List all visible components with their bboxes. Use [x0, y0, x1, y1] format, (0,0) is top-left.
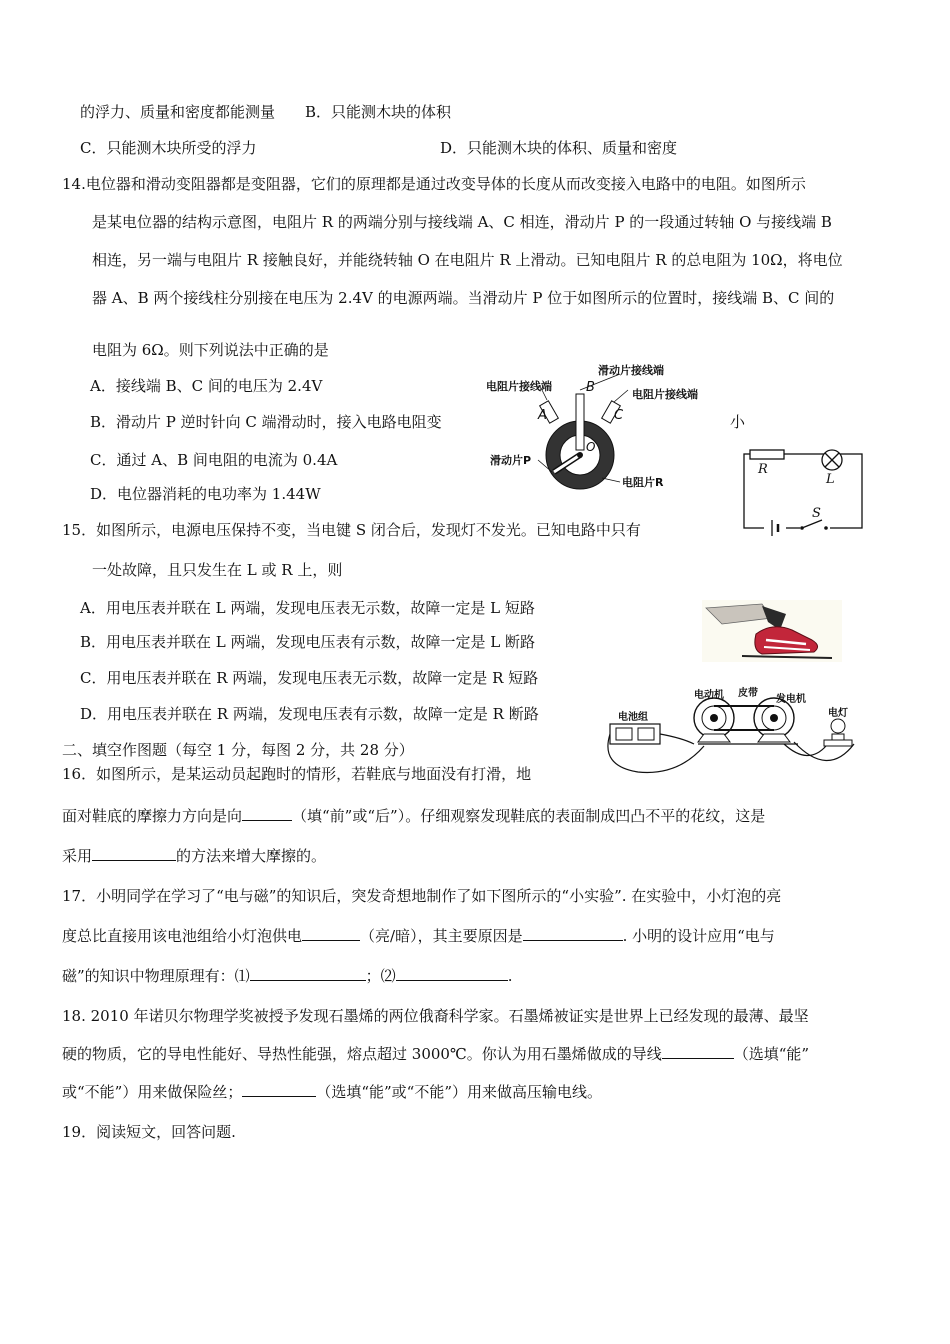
motor-generator-diagram	[598, 686, 878, 782]
q14-option-b-end: 小	[730, 413, 746, 431]
potentiometer-figure	[480, 360, 720, 500]
label-o: O	[586, 440, 596, 454]
q13-option-b: B．只能测木块的体积	[305, 103, 452, 121]
label-resistor-terminal-left: 电阻片接线端	[486, 380, 552, 393]
q13-option-c: C．只能测木块所受的浮力	[80, 139, 257, 157]
q14-option-c: C．通过 A、B 间电阻的电流为 0.4A	[90, 451, 338, 469]
q14-stem-line5: 电阻为 6Ω。则下列说法中正确的是	[92, 341, 329, 359]
q14-option-b: B．滑动片 P 逆时针向 C 端滑动时，接入电路电阻变	[90, 413, 442, 431]
q16-line2: 面对鞋底的摩擦力方向是向 （填“前”或“后”）。仔细观察发现鞋底的表面制成凹凸不平的花纹，这是	[62, 807, 766, 825]
q17-line1: 17．小明同学在学习了“电与磁”的知识后，突发奇想地制作了如下图所示的“小实验”. 在实验中，小灯泡的亮	[62, 887, 782, 905]
circuit-figure	[716, 444, 868, 540]
label-generator: 发电机	[776, 694, 806, 705]
label-b: B	[586, 380, 595, 395]
circuit-label-s: S	[812, 506, 821, 521]
label-a: A	[538, 408, 547, 423]
q15-stem-line2: 一处故障，且只发生在 L 或 R 上，则	[92, 561, 343, 579]
running-shoe-image	[702, 600, 842, 662]
q19-line1: 19．阅读短文，回答问题.	[62, 1123, 236, 1141]
shoe-figure	[702, 600, 842, 662]
q17-line3: 磁”的知识中物理原理有：⑴ ；⑵ .	[62, 967, 513, 985]
q14-stem-line2: 是某电位器的结构示意图，电阻片 R 的两端分别与接线端 A、C 相连，滑动片 P 的一段通过转轴 O 与接线端 B	[92, 213, 832, 231]
q17-blank-2[interactable]	[523, 926, 623, 941]
q18-line2: 硬的物质，它的导电性能好、导热性能强，熔点超过 3000℃。你认为用石墨烯做成的导线 （选填“能”	[62, 1045, 810, 1063]
circuit-diagram	[716, 444, 868, 540]
q15-option-c: C．用电压表并联在 R 两端，发现电压表无示数，故障一定是 R 短路	[80, 669, 539, 687]
circuit-label-l: L	[826, 472, 835, 487]
label-resistor-terminal-right: 电阻片接线端	[632, 388, 698, 401]
label-battery: 电池组	[618, 712, 648, 723]
q14-option-d: D．电位器消耗的电功率为 1.44W	[90, 485, 321, 503]
q15-option-a: A．用电压表并联在 L 两端，发现电压表无示数，故障一定是 L 短路	[80, 599, 535, 617]
q18-blank-1[interactable]	[662, 1044, 734, 1059]
q17-blank-3[interactable]	[250, 966, 366, 981]
label-motor: 电动机	[694, 690, 724, 701]
q13-line1: 的浮力、质量和密度都能测量 B．只能测木块的体积	[80, 103, 452, 121]
q16-line1: 16．如图所示，是某运动员起跑时的情形，若鞋底与地面没有打滑，地	[62, 765, 532, 783]
q15-stem-line1: 15．如图所示，电源电压保持不变，当电键 S 闭合后，发现灯不发光。已知电路中只有	[62, 521, 641, 539]
q15-option-b: B．用电压表并联在 L 两端，发现电压表有示数，故障一定是 L 断路	[80, 633, 536, 651]
q17-line2: 度总比直接用该电池组给小灯泡供电 （亮/暗），其主要原因是 . 小明的设计应用“电与	[62, 927, 775, 945]
q18-line3: 或“不能”）用来做保险丝； （选填“能”或“不能”）用来做高压输电线。	[62, 1083, 603, 1101]
q16-blank-2[interactable]	[92, 846, 176, 861]
q17-blank-1[interactable]	[302, 926, 360, 941]
q18-line1: 18. 2010 年诺贝尔物理学奖被授予发现石墨烯的两位俄裔科学家。石墨烯被证实是世界上已经发现的最薄、最坚	[62, 1007, 809, 1025]
q16-blank-1[interactable]	[242, 806, 292, 821]
q18-blank-2[interactable]	[242, 1082, 316, 1097]
label-resistor-r: 电阻片R	[622, 476, 664, 489]
q13-option-d: D．只能测木块的体积、质量和密度	[440, 139, 678, 157]
label-slider-p: 滑动片P	[490, 454, 532, 467]
label-belt: 皮带	[738, 688, 758, 699]
q14-stem-line3: 相连，另一端与电阻片 R 接触良好，并能绕转轴 O 在电阻片 R 上滑动。已知电阻片 R 的总电阻为 10Ω，将电位	[92, 251, 843, 269]
motor-generator-figure	[598, 686, 878, 782]
label-c: C	[614, 408, 624, 423]
q14-stem-line4: 器 A、B 两个接线柱分别接在电压为 2.4V 的电源两端。当滑动片 P 位于如图所示的位置时，接线端 B、C 间的	[92, 289, 835, 307]
label-slider-terminal: 滑动片接线端	[598, 364, 664, 377]
q14-stem-line1: 14.电位器和滑动变阻器都是变阻器，它们的原理都是通过改变导体的长度从而改变接入电路中的电阻。如图所示	[62, 175, 806, 193]
q15-option-d: D．用电压表并联在 R 两端，发现电压表有示数，故障一定是 R 断路	[80, 705, 539, 723]
section2-title: 二、填空作图题（每空 1 分，每图 2 分，共 28 分）	[62, 741, 414, 759]
label-lamp: 电灯	[828, 708, 848, 719]
q17-blank-4[interactable]	[396, 966, 508, 981]
q14-option-a: A．接线端 B、C 间的电压为 2.4V	[90, 377, 323, 395]
circuit-label-r: R	[758, 462, 768, 477]
q16-line3: 采用 的方法来增大摩擦的。	[62, 847, 327, 865]
